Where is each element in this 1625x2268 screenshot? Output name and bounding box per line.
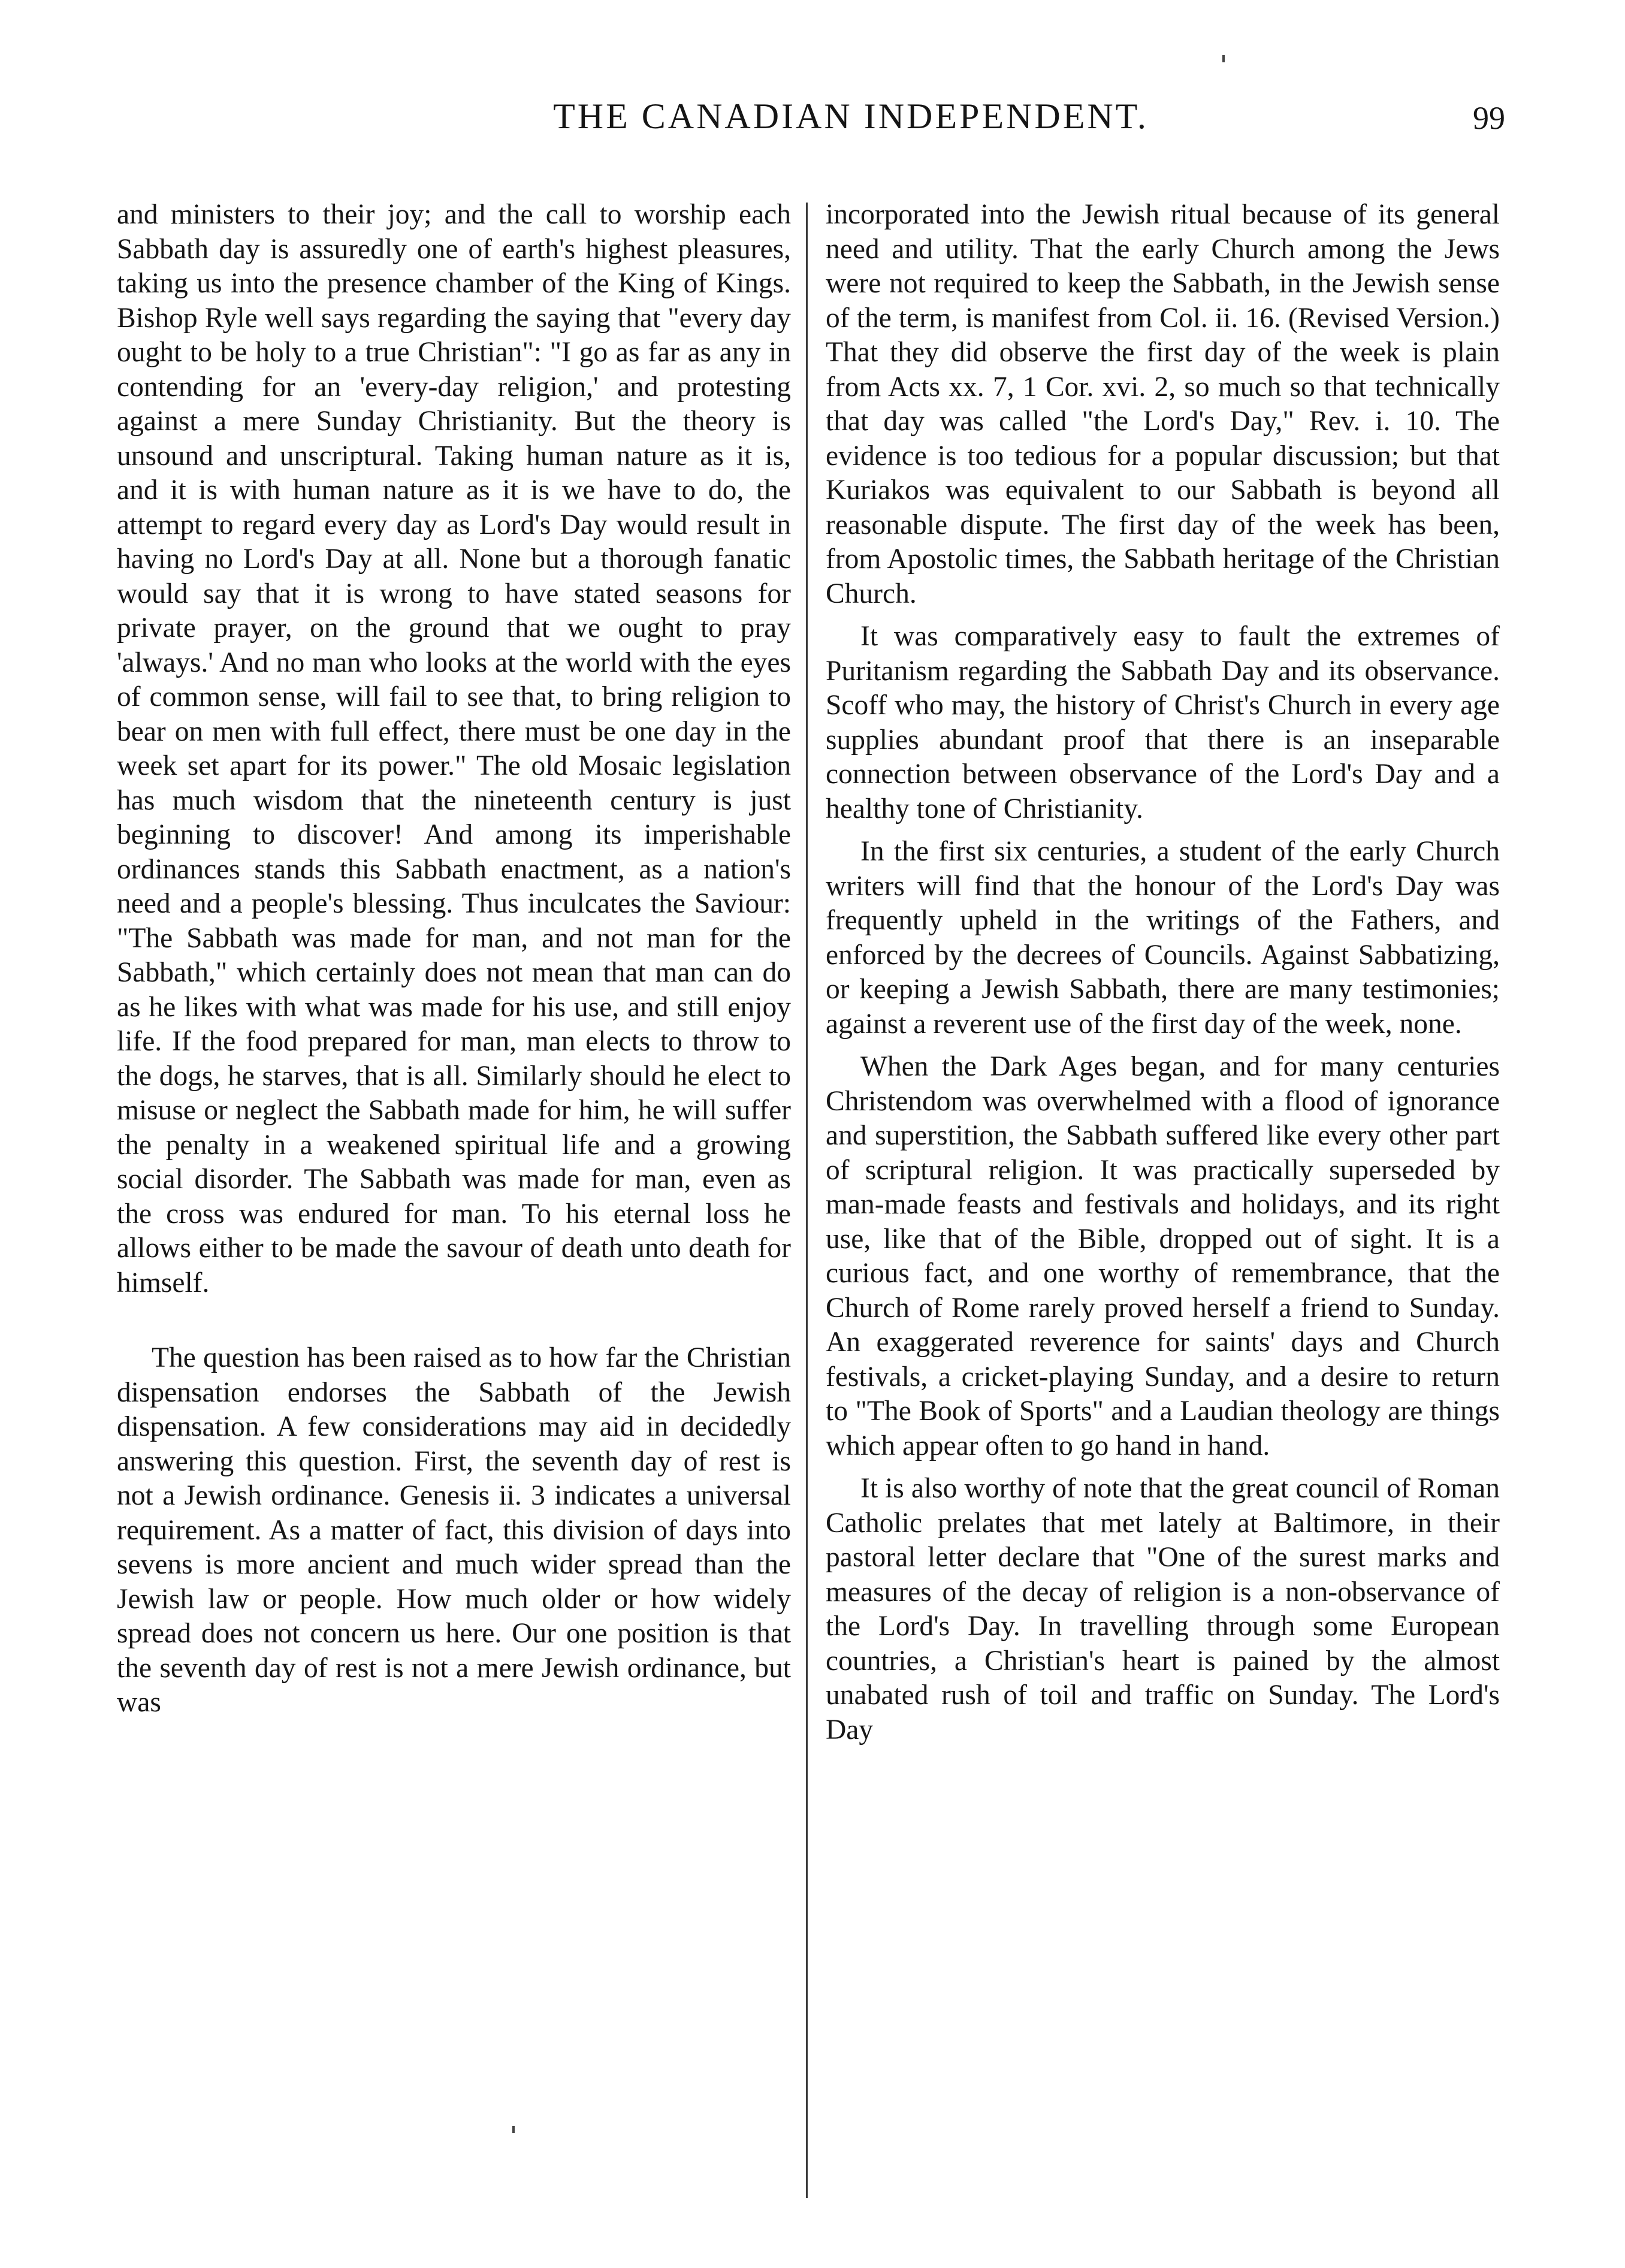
- paragraph-gap: [117, 1300, 791, 1341]
- journal-title: THE CANADIAN INDEPENDENT.: [553, 96, 1149, 136]
- paragraph-gap: [826, 611, 1500, 620]
- print-speck: [1222, 55, 1225, 62]
- right-paragraph-4: When the Dark Ages began, and for many centuries Christendom was overwhelmed with a flood of ignorance and superstition, the Sabbath suffered like every other part of scriptural religion. It was practically superseded by man-made feasts and festivals and holidays, and its right use, like that of the Bible, dropped out of sight. It is a curious fact, and one worthy of remembrance, that the Church of Rome rarely proved herself a friend to Sunday. An exaggerated reverence for saints' days and Church festivals, a cricket-playing Sunday, and a desire to return to "The Book of Sports" and a Laudian theology are things which appear often to go hand in hand.: [826, 1051, 1500, 1461]
- left-column: [117, 198, 791, 1720]
- right-paragraph-2: It was comparatively easy to fault the extremes of Puritanism regarding the Sabbath Day and its observance. Scoff who may, the history of Christ's Church in every age supplies abundant proof that there is an inseparable connection between observance of the Lord's Day and a healthy tone of Christianity.: [826, 621, 1500, 825]
- right-paragraph-1: incorporated into the Jewish ritual because of its general need and utility. That the early Church among the Jews were not required to keep the Sabbath, in the Jewish sense of the term, is manifest from Col. ii. 16. (Revised Version.) That they did observe the first day of the week is plain from Acts xx. 7, 1 Cor. xvi. 2, so much so that technically that day was called "the Lord's Day," Rev. i. 10. The evidence is too tedious for a popular discussion; but that Kuriakos was equivalent to our Sabbath is beyond all reasonable dispute. The first day of the week has been, from Apostolic times, the Sabbath heritage of the Christian Church.: [826, 199, 1500, 609]
- right-paragraph-3: In the first six centuries, a student of the early Church writers will find that the honour of the Lord's Day was frequently upheld in the writings of the Fathers, and enforced by the decrees of Councils. Against Sabbatizing, or keeping a Jewish Sabbath, there are many testimonies; against a reverent use of the first day of the week, none.: [826, 836, 1500, 1040]
- left-paragraph-1: and ministers to their joy; and the call to worship each Sabbath day is assuredly one of earth's highest pleasures, taking us into the presence chamber of the King of Kings. Bishop Ryle well says regarding the saying that "every day ought to be holy to a true Christian": "I go as far as any in contending for an 'every-day religion,' and protesting against a mere Sunday Christianity. But the theory is unsound and unscriptural. Taking human nature as it is, and it is with human nature as it is we have to do, the attempt to regard every day as Lord's Day would result in having no Lord's Day at all. None but a thorough fanatic would say that it is wrong to have stated seasons for private prayer, on the ground that we ought to pray 'always.' And no man who looks at the world with the eyes of common sense, will fail to see that, to bring religion to bear on men with full effect, there must be one day in the week set apart for its power." The old Mosaic legislation has much wisdom that the nineteenth century is just beginning to discover! And among its imperishable ordinances stands this Sabbath enactment, as a nation's need and a people's blessing. Thus inculcates the Saviour: "The Sabbath was made for man, and not man for the Sabbath," which certainly does not mean that man can do as he likes with what was made for his use, and still enjoy life. If the food prepared for man, man elects to throw to the dogs, he starves, that is all. Similarly should he elect to misuse or neglect the Sabbath made for him, he will suffer the penalty in a weakened spiritual life and a growing social disorder. The Sabbath was made for man, even as the cross was endured for man. To his eternal loss he allows either to be made the savour of death unto death for himself.: [117, 199, 791, 1298]
- page-number: 99: [1473, 100, 1505, 136]
- paragraph-gap: [826, 826, 1500, 835]
- paragraph-gap: [826, 1463, 1500, 1472]
- right-column: [826, 198, 1500, 1747]
- right-paragraph-5: It is also worthy of note that the great council of Roman Catholic prelates that met lately at Baltimore, in their pastoral letter declare that "One of the surest marks and measures of the decay of religion is a non-observance of the Lord's Day. In travelling through some European countries, a Christian's heart is pained by the almost unabated rush of toil and traffic on Sunday. The Lord's Day: [826, 1473, 1500, 1745]
- left-paragraph-2: The question has been raised as to how far the Christian dispensation endorses the Sabbath of the Jewish dispensation. A few considerations may aid in decidedly answering this question. First, the seventh day of rest is not a Jewish ordinance. Genesis ii. 3 indicates a universal requirement. As a matter of fact, this division of days into sevens is more ancient and much wider spread than the Jewish law or people. How much older or how widely spread does not concern us here. Our one position is that the seventh day of rest is not a mere Jewish ordinance, but was: [117, 1342, 791, 1718]
- print-speck: [512, 2126, 515, 2133]
- running-head: [120, 96, 1505, 144]
- paragraph-gap: [826, 1041, 1500, 1050]
- column-divider: [806, 203, 808, 2198]
